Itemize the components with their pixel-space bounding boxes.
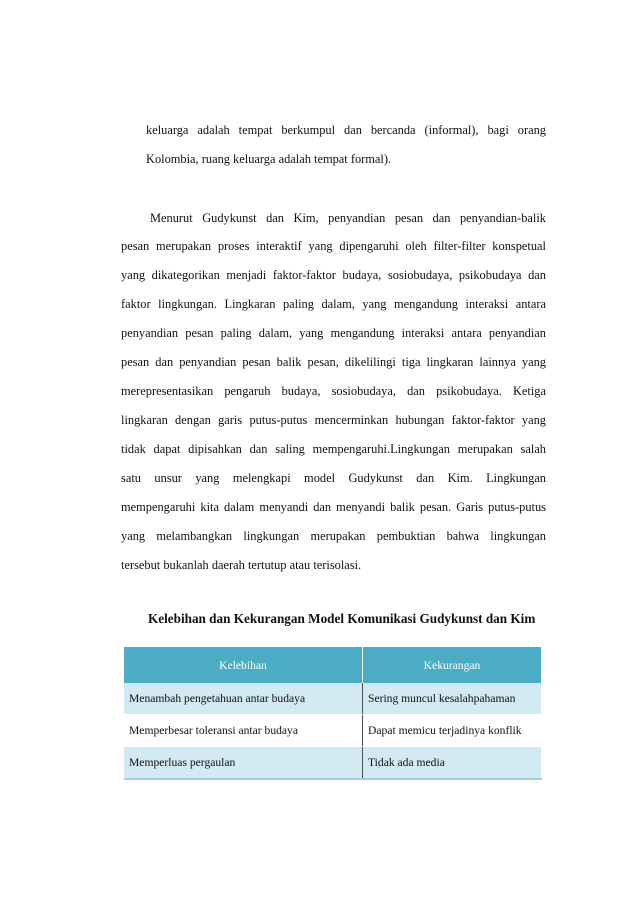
text-line: tersebut bukanlah daerah tertutup atau terisolasi. — [121, 558, 362, 572]
text-line: merepresentasikan pengaruh budaya, sosiobudaya, dan psikobudaya. Ketiga — [121, 384, 546, 398]
table-cell: Menambah pengetahuan antar budaya — [124, 683, 363, 715]
table-cell: Memperbesar toleransi antar budaya — [124, 715, 363, 747]
text-line: yang melambangkan lingkungan merupakan pembuktian bahwa lingkungan — [121, 529, 546, 543]
text-line: tidak dapat dipisahkan dan saling mempengaruhi.Lingkungan merupakan salah — [121, 442, 546, 456]
text-line: Kolombia, ruang keluarga adalah tempat formal). — [146, 152, 392, 166]
text-line: satu unsur yang melengkapi model Gudykunst dan Kim. Lingkungan — [121, 471, 546, 485]
text-line: lingkaran dengan garis putus-putus mencerminkan hubungan faktor-faktor yang — [121, 413, 546, 427]
table-cell: Dapat memicu terjadinya konflik — [363, 715, 542, 747]
text-line: pesan dan penyandian pesan balik pesan, dikelilingi tiga lingkaran lainnya yang — [121, 355, 546, 369]
text-line: yang dikategorikan menjadi faktor-faktor budaya, sosiobudaya, psikobudaya dan — [121, 268, 546, 282]
header-kekurangan: Kekurangan — [363, 647, 542, 683]
text-line: keluarga adalah tempat berkumpul dan bercanda (informal), bagi orang — [146, 123, 546, 137]
text-line: penyandian pesan paling dalam, yang mengandung interaksi antara penyandian — [121, 326, 546, 340]
text-line: faktor lingkungan. Lingkaran paling dalam, yang mengandung interaksi antara — [121, 297, 546, 311]
header-kelebihan: Kelebihan — [124, 647, 363, 683]
text-line: pesan merupakan proses interaktif yang dipengaruhi oleh filter-filter konspetual — [121, 239, 546, 253]
table-cell: Memperluas pergaulan — [124, 747, 363, 780]
table-row — [124, 747, 542, 780]
table-header-row — [124, 647, 542, 683]
table-cell: Sering muncul kesalahpahaman — [363, 683, 542, 715]
text-line: mempengaruhi kita dalam menyandi dan menyandi balik pesan. Garis putus-putus — [121, 500, 546, 514]
table-row — [124, 715, 542, 747]
comparison-table — [124, 647, 542, 780]
table-cell: Tidak ada media — [363, 747, 542, 780]
table-heading: Kelebihan dan Kekurangan Model Komunikasi Gudykunst dan Kim — [148, 611, 536, 626]
table-row — [124, 683, 542, 715]
text-line: Menurut Gudykunst dan Kim, penyandian pesan dan penyandian-balik — [150, 211, 546, 225]
